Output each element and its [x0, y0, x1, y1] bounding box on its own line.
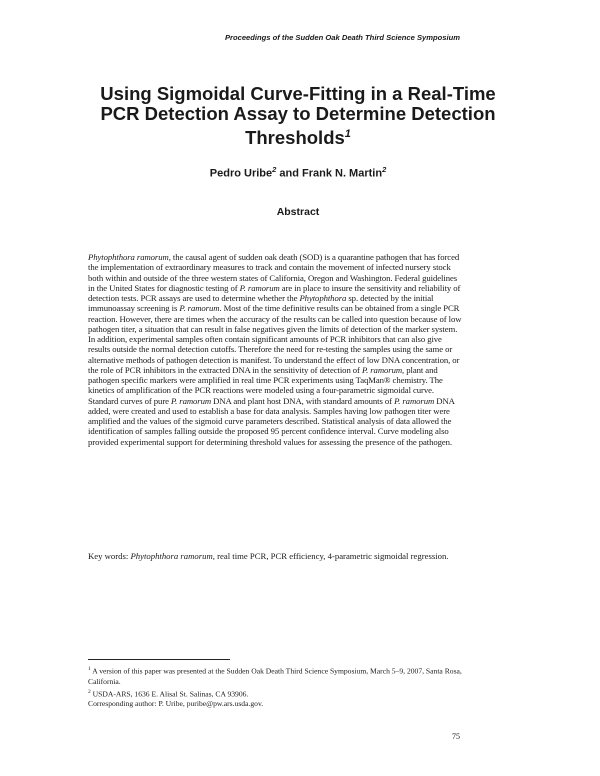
footnotes [88, 664, 468, 709]
author-2: Frank N. Martin [301, 167, 383, 180]
author-2-mark: 2 [382, 165, 387, 174]
corresponding-author: Corresponding author: P. Uribe, puribe@pw.ars.usda.gov. [88, 699, 264, 709]
footnote-1-mark: 1 [88, 666, 91, 672]
keywords-rest: , real time PCR, PCR efficiency, 4-parametric sigmoidal regression. [212, 551, 449, 561]
abstract-span-7: P. ramorum [179, 303, 220, 314]
abstract-span-10: , plant and pathogen specific markers were amplified in real time PCR experiments using TaqMan® chemistry. The kinetics of amplification of the PCR reactions were modeled using a four-parametric sigmoidal curve. Standard curves of pure [88, 364, 443, 406]
abstract-span-5: Phytophthora [299, 293, 347, 303]
keywords-italic: Phytophthora ramorum [130, 551, 213, 561]
title-text: Using Sigmoidal Curve-Fitting in a Real-Time PCR Detection Assay to Determine Detection Thresholds [100, 83, 496, 149]
abstract-span-2: , the causal agent of sudden oak death (SOD) is a quarantine pathogen that has forced the implementation of extraordinary measures to track and contain the movement of infected nursery stock both within and outside of the three western states of California, Oregon and Washington. Federal guidelines in the United States for diagnostic testing of [88, 252, 460, 293]
keywords-label: Key words: [88, 551, 131, 561]
abstract-span-1: Phytophthora ramorum [88, 252, 169, 262]
footnote-1-text: A version of this paper was presented at the Sudden Oak Death Third Science Symposium, March 5–9, 2007, Santa Rosa, California. [88, 666, 462, 686]
abstract-span-9: P. ramorum [361, 364, 403, 375]
abstract-span-13: P. ramorum [394, 395, 435, 406]
author-1: Pedro Uribe [209, 167, 273, 180]
keywords [88, 551, 464, 561]
author-connector: and [279, 167, 299, 180]
abstract-span-6: sp. detected by the initial immunoassay screening is [88, 293, 434, 314]
abstract-span-11: P. ramorum [171, 395, 212, 406]
abstract-span-4: are in place to insure the sensitivity and reliability of detection tests. PCR assays are used to determine whether the [88, 282, 461, 303]
footnote-1 [88, 664, 468, 687]
abstract-heading: Abstract [276, 206, 320, 218]
footnote-2-mark: 2 [88, 688, 91, 695]
abstract-span-12: DNA and plant host DNA, with standard amounts of [211, 395, 395, 406]
abstract-span-8: . Most of the time definitive results can be obtained from a single PCR reaction. However, there are times when the accuracy of the results can be called into question because of low pathogen titer, a situation that can result in false negatives given the limits of detection of the marker system. In addition, experimental samples often contain significant amounts of PCR inhibitors that can also give results outside the normal detection cutoffs. Therefore the need for re-testing the samples using the same or alternative methods of pathogen detection is manifest. To understand the effect of low DNA concentration, or the role of PCR inhibitors in the extracted DNA in the sensitivity of detection of [88, 303, 462, 375]
abstract-span-3: P. ramorum [239, 282, 280, 293]
author-1-mark: 2 [272, 165, 277, 174]
author-line [88, 165, 508, 180]
page-number: 75 [452, 732, 460, 741]
abstract-span-14: DNA added, were created and used to establish a base for data analysis. Samples having low pathogen titer were amplified and the values of the sigmoid curve parameters described. Statistical analysis of data allowed the identification of samples falling outside the proposed 95 percent confidence interval. Curve modeling also provided experimental support for determining threshold values for assessing the presence of the pathogen. [88, 395, 455, 447]
running-header: Proceedings of the Sudden Oak Death Third Science Symposium [224, 33, 460, 42]
footnote-rule [88, 659, 230, 660]
abstract-body [88, 252, 464, 447]
footnote-2-text: USDA-ARS, 1636 E. Alisal St. Salinas, CA 93906. [90, 689, 249, 699]
paper-title [88, 84, 508, 148]
title-footnote-mark: 1 [344, 128, 351, 140]
footnote-2 [88, 687, 468, 700]
